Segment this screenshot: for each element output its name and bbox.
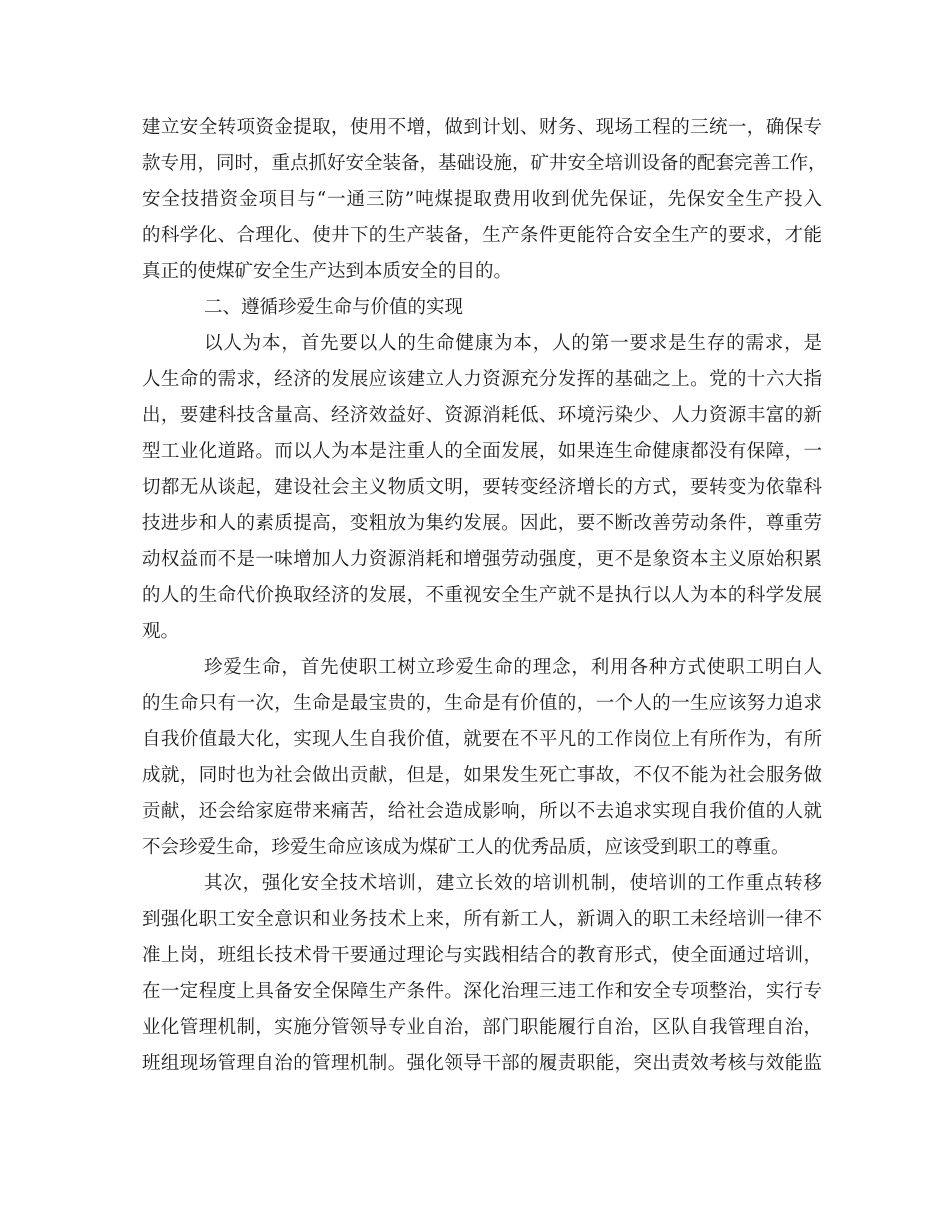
paragraph-2	[142, 326, 822, 650]
paragraph-1	[142, 110, 827, 290]
section-heading	[142, 290, 822, 326]
text-line: 班组现场管理自治的管理机制。强化领导干部的履责职能，突出责效考核与效能监	[142, 1053, 822, 1074]
text-line: 准上岗，班组长技术骨干要通过理论与实践相结合的教育形式，使全面通过培训，	[142, 945, 822, 966]
text-line: 的科学化、合理化、使井下的生产装备，生产条件更能符合安全生产的要求，才能	[142, 225, 822, 246]
text-line: 珍爱生命，首先使职工树立珍爱生命的理念，利用各种方式使职工明白人	[204, 657, 822, 678]
text-line: 业化管理机制，实施分管领导专业自治，部门职能履行自治，区队自我管理自治，	[142, 1017, 822, 1038]
text-line: 型工业化道路。而以人为本是注重人的全面发展，如果连生命健康都没有保障，一	[142, 441, 822, 462]
text-line: 其次，强化安全技术培训，建立长效的培训机制，使培训的工作重点转移	[204, 873, 822, 894]
text-line: 在一定程度上具备安全保障生产条件。深化治理三违工作和安全专项整治，实行专	[142, 981, 822, 1002]
text-line: 观。	[142, 621, 180, 642]
text-line: 不会珍爱生命，珍爱生命应该成为煤矿工人的优秀品质，应该受到职工的尊重。	[142, 837, 790, 858]
text-line: 切都无从谈起，建设社会主义物质文明，要转变经济增长的方式，要转变为依靠科	[142, 477, 822, 498]
heading-text: 二、遵循珍爱生命与价值的实现	[204, 297, 464, 318]
text-line: 成就，同时也为社会做出贡献，但是，如果发生死亡事故，不仅不能为社会服务做	[142, 765, 822, 786]
text-line: 的生命只有一次，生命是最宝贵的，生命是有价值的，一个人的一生应该努力追求	[142, 693, 822, 714]
text-line: 的人的生命代价换取经济的发展，不重视安全生产就不是执行以人为本的科学发展	[142, 585, 822, 606]
text-line: 动权益而不是一味增加人力资源消耗和增强劳动强度，更不是象资本主义原始积累	[142, 549, 822, 570]
text-line: 到强化职工安全意识和业务技术上来，所有新工人，新调入的职工未经培训一律不	[142, 909, 822, 930]
text-line: 出，要建科技含量高、经济效益好、资源消耗低、环境污染少、人力资源丰富的新	[142, 405, 822, 426]
text-line: 贡献，还会给家庭带来痛苦，给社会造成影响，所以不去追求实现自我价值的人就	[142, 801, 822, 822]
text-line: 真正的使煤矿安全生产达到本质安全的目的。	[142, 261, 513, 282]
text-line: 款专用，同时，重点抓好安全装备，基础设施，矿井安全培训设备的配套完善工作，	[142, 153, 827, 174]
text-line: 自我价值最大化，实现人生自我价值，就要在不平凡的工作岗位上有所作为，有所	[142, 729, 822, 750]
text-line: 安全技措资金项目与“一通三防”吨煤提取费用收到优先保证，先保安全生产投入	[142, 189, 822, 210]
text-line: 以人为本，首先要以人的生命健康为本，人的第一要求是生存的需求，是	[204, 333, 822, 354]
text-line: 建立安全转项资金提取，使用不增，做到计划、财务、现场工程的三统一，确保专	[142, 117, 822, 138]
paragraph-3	[142, 650, 822, 866]
text-line: 人生命的需求，经济的发展应该建立人力资源充分发挥的基础之上。党的十六大指	[142, 369, 822, 390]
text-line: 技进步和人的素质提高，变粗放为集约发展。因此，要不断改善劳动条件，尊重劳	[142, 513, 822, 534]
paragraph-4	[142, 866, 822, 1082]
